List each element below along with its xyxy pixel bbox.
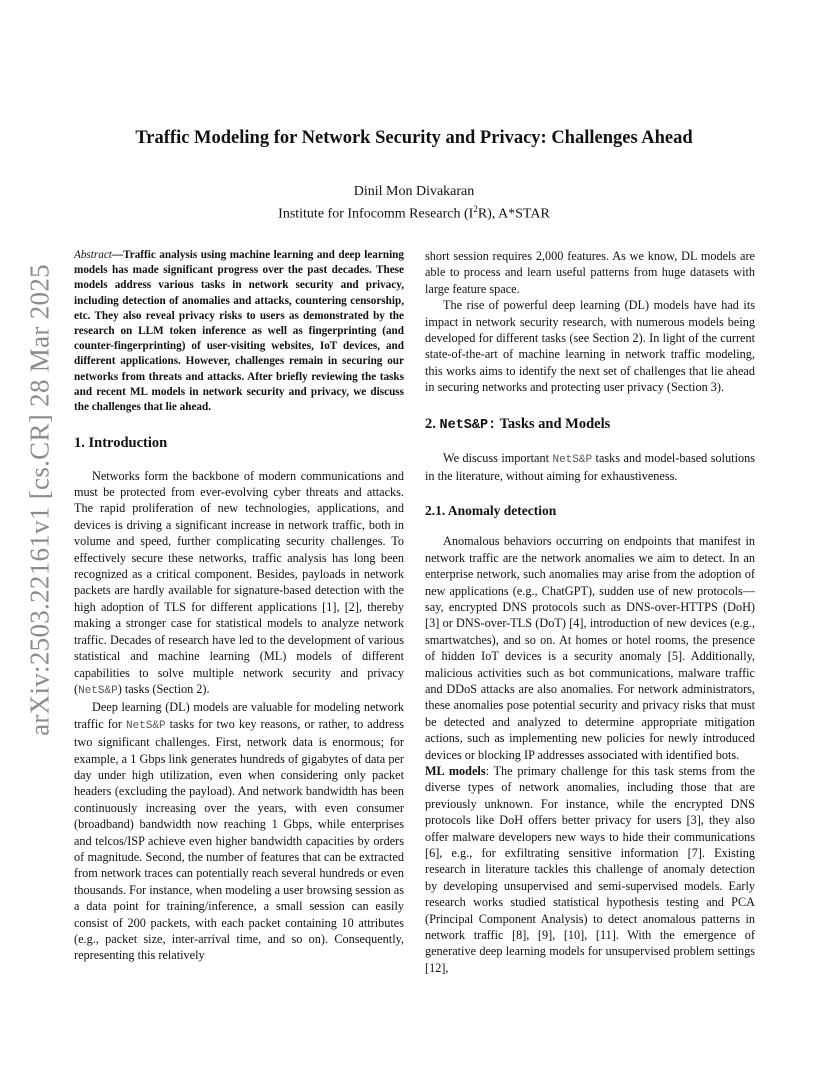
section-2-title: Tasks and Models — [496, 415, 611, 432]
intro-paragraph-2-continued: short session requires 2,000 features. As we know, DL models are able to process and learn useful patterns from huge datasets with large feature space. — [425, 249, 755, 296]
netsp-term: NetS&P — [552, 454, 593, 467]
right-column — [425, 248, 755, 976]
affiliation-text-after: R), A*STAR — [477, 206, 550, 222]
intro-paragraph-1 — [74, 468, 404, 700]
section-1-heading: 1. Introduction — [74, 435, 168, 452]
abstract-lead: Abstract — [74, 249, 112, 261]
author-name: Dinil Mon Divakaran — [353, 184, 475, 199]
section-2-heading — [425, 416, 755, 434]
affiliation-superscript: 2 — [473, 204, 478, 214]
netsp-term: NetS&P — [126, 719, 166, 732]
ml-models-paragraph — [425, 763, 755, 976]
abstract-text: —Traffic analysis using machine learning and deep learning models has made significant progress over the past decades. These models address various tasks in network security and privacy, including detection of anomalies and attacks, countering censorship, etc. They also reveal privacy risks to users as demonstrated by the research on LLM token inference as well as fingerprinting (and counter-fingerprinting) of user-visiting websites, IoT devices, and different applications. However, challenges remain in securing our networks from threats and attacks. After briefly reviewing the tasks and recent ML models in network security and privacy, we discuss the challenges that lie ahead. — [74, 249, 404, 414]
intro-p2-text: Deep learning (DL) models are valuable for modeling network traffic for — [74, 700, 404, 731]
intro-paragraph-3: The rise of powerful deep learning (DL) models have had its impact in network security research, with numerous models being developed for different tasks (see Section 2). In light of the current state-of-the-art of machine learning in network traffic modeling, this works aims to identify the next set of challenges that lie ahead in securing networks and protecting user privacy (Section 3). — [425, 298, 755, 395]
ml-models-text: : The primary challenge for this task stems from the diverse types of network anomalies, including those that are previously unknown. For instance, while the encrypted DNS protocols like DoH offers better privacy for users [3], they also offer malware developers new ways to hide their communications [6], e.g., for exfiltrating sensitive information [7]. Existing research in literature tackles this challenge of anomaly detection by developing unsupervised and semi-supervised models. Early research works studied statistical hypothesis testing and PCA (Principal Component Analysis) to detect anomalous patterns in network traffic [8], [9], [10], [11]. With the emergence of generative deep learning models for unsupervised problem settings [12], — [425, 763, 755, 975]
author-affiliation — [74, 204, 754, 223]
section-2-netsp: NetS&P: — [439, 417, 497, 433]
section-2-intro-start: We discuss important — [443, 451, 553, 466]
intro-p1-end: ) tasks (Section 2). — [117, 681, 210, 696]
affiliation-text-before: Institute for Infocomm Research (I — [278, 206, 474, 222]
ml-models-label: ML models — [425, 763, 486, 778]
paper-title: Traffic Modeling for Network Security and Privacy: Challenges Ahead — [135, 128, 693, 148]
intro-p1-text: Networks form the backbone of modern communications and must be protected from ever-evolving cyber threats and attacks. The rapid proliferation of new technologies, applications, and devices is driving a significant increase in network traffic, both in volume and speed, further complicating security challenges. To effectively secure these networks, traffic analysis has long been recognized as a critical component. Besides, payloads in network packets are hardly available for signature-based detection with the high adoption of TLS for different applications [1], [2], thereby making a stronger case for statistical models to analyze network traffic. Decades of research have led to the development of various statistical and machine learning (ML) models of different capabilities to solve multiple network security and privacy ( — [74, 468, 404, 696]
section-2-intro — [425, 450, 755, 485]
left-column — [74, 248, 404, 964]
arxiv-identifier-stamp — [18, 250, 58, 750]
intro-p2-rest: tasks for two key reasons, or rather, to address two significant challenges. First, network data is enormous; for example, a 1 Gbps link generates hundreds of gigabytes of data per day under high utilization, even when considering only packet headers (excluding the payload). And network bandwidth has been continuously increasing over the years, with even consumer (broadband) bandwidth now reaching 1 Gbps, while enterprises and telcos/ISP achieve even higher bandwidth capacities by orders of magnitude. Second, the number of features that can be extracted from network traces can potentially reach several hundreds or even thousands. For instance, when modeling a user browsing session as a data point for training/inference, a small session can easily consist of 200 packets, with each packet containing 10 attributes (e.g., packet size, inter-arrival time, and so on). Consequently, representing this relatively — [74, 716, 404, 963]
intro-paragraph-2 — [74, 699, 404, 964]
anomaly-paragraph: Anomalous behaviors occurring on endpoints that manifest in network traffic are the network anomalies we aim to detect. In an enterprise network, such anomalies may arise from the adoption of new applications (e.g., ChatGPT), sudden use of new protocols—say, encrypted DNS protocols such as DNS-over-HTTPS (DoH) [3] or DNS-over-TLS (DoT) [4], introduction of new devices (e.g., smartwatches), and so on. At homes or hotel rooms, the presence of hidden IoT devices is a security anomaly [5]. Additionally, malicious activities such as bot communications, malware traffic and DDoS attacks are also anomalies. For network administrators, these anomalies pose potential security and privacy risks that must be detected and analyzed to determine appropriate mitigation actions, such as implementing new policies for newly introduced devices or blocking IP addresses associated with identified bots. — [425, 534, 755, 762]
section-2-intro-end: tasks and model-based solutions in the literature, without aiming for exhaustiveness. — [425, 451, 755, 484]
section-2-1-heading: 2.1. Anomaly detection — [425, 502, 557, 518]
section-2-number: 2. — [425, 415, 436, 432]
abstract — [74, 248, 404, 415]
netsp-term: NetS&P — [78, 684, 118, 697]
arxiv-identifier-text: arXiv:2503.22161v1 [cs.CR] 28 Mar 2025 — [24, 264, 55, 736]
